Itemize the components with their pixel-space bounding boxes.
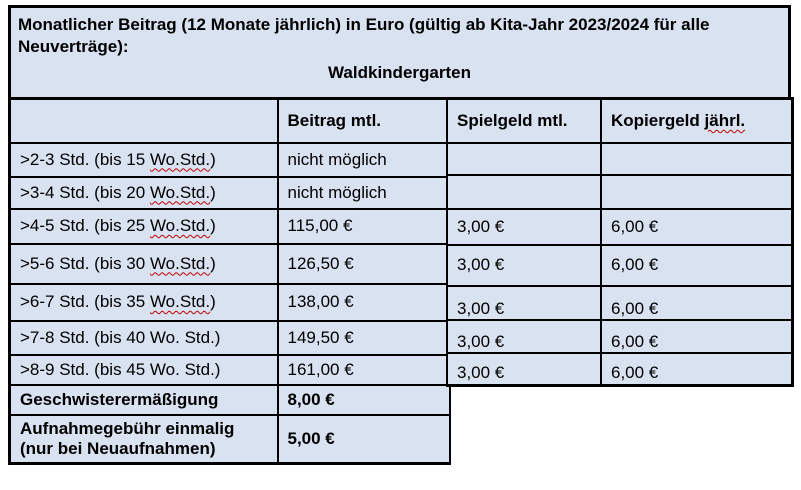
beitrag-cell: 161,00 € bbox=[278, 355, 450, 385]
beitrag-cell: nicht möglich bbox=[278, 143, 450, 177]
row-label: Geschwisterermäßigung bbox=[10, 385, 278, 415]
table-row bbox=[447, 286, 792, 320]
spellcheck-squiggle: Wo.Std. bbox=[149, 292, 211, 311]
table-subtitle: Waldkindergarten bbox=[328, 63, 471, 82]
row-label: Aufnahmegebühr einmalig (nur bei Neuaufnahmen) bbox=[10, 415, 278, 464]
value-cell: 5,00 € bbox=[278, 415, 450, 464]
beitrag-cell: nicht möglich bbox=[278, 177, 450, 209]
row-label: >6-7 Std. (bis 35 Wo.Std.) bbox=[10, 284, 278, 321]
table-row bbox=[447, 353, 792, 386]
spellcheck-squiggle: Wo.Std. bbox=[149, 182, 211, 202]
table-row bbox=[447, 143, 792, 175]
spielgeld-cell bbox=[447, 175, 601, 209]
table-row bbox=[10, 143, 450, 177]
kopiergeld-cell: 6,00 € bbox=[601, 320, 792, 353]
kopiergeld-cell: 6,00 € bbox=[601, 245, 792, 286]
header-spielgeld: Spielgeld mtl. bbox=[447, 99, 601, 143]
header-kopiergeld: Kopiergeld jährl. bbox=[601, 99, 792, 143]
spellcheck-squiggle: Wo.Std. bbox=[149, 216, 211, 235]
table-row bbox=[447, 209, 792, 245]
kopiergeld-cell bbox=[601, 175, 792, 209]
fees-table-right bbox=[446, 97, 794, 387]
value-cell: 8,00 € bbox=[278, 385, 450, 415]
row-label: >8-9 Std. (bis 45 Wo. Std.) bbox=[10, 355, 278, 385]
spellcheck-squiggle: jährl. bbox=[704, 110, 746, 130]
table-row bbox=[10, 177, 450, 209]
table-row bbox=[447, 320, 792, 353]
kopiergeld-cell: 6,00 € bbox=[601, 209, 792, 245]
spielgeld-cell: 3,00 € bbox=[447, 245, 601, 286]
row-label: >4-5 Std. (bis 25 Wo.Std.) bbox=[10, 209, 278, 244]
kopiergeld-cell: 6,00 € bbox=[601, 286, 792, 320]
beitrag-cell: 115,00 € bbox=[278, 209, 450, 244]
beitrag-cell: 126,50 € bbox=[278, 244, 450, 284]
row-label: >3-4 Std. (bis 20 Wo.Std.) bbox=[10, 177, 278, 209]
table-row bbox=[10, 209, 450, 244]
table-row-geschwister bbox=[10, 385, 450, 415]
table-row bbox=[10, 284, 450, 321]
kopiergeld-cell bbox=[601, 143, 792, 175]
table-title-band bbox=[8, 5, 791, 97]
kopiergeld-cell: 6,00 € bbox=[601, 353, 792, 386]
beitrag-cell: 149,50 € bbox=[278, 321, 450, 355]
table-row bbox=[10, 321, 450, 355]
spielgeld-cell: 3,00 € bbox=[447, 286, 601, 320]
table-row bbox=[447, 245, 792, 286]
spellcheck-squiggle: Wo.Std. bbox=[149, 149, 211, 169]
table-row bbox=[447, 175, 792, 209]
spielgeld-cell: 3,00 € bbox=[447, 209, 601, 245]
fees-table-left bbox=[8, 97, 451, 465]
row-label: >5-6 Std. (bis 30 Wo.Std.) bbox=[10, 244, 278, 284]
row-label: >7-8 Std. (bis 40 Wo. Std.) bbox=[10, 321, 278, 355]
table-row-aufnahmegebuehr bbox=[10, 415, 450, 464]
row-label: >2-3 Std. (bis 15 Wo.Std.) bbox=[10, 143, 278, 177]
table-row bbox=[10, 355, 450, 385]
spielgeld-cell bbox=[447, 143, 601, 175]
spellcheck-squiggle: Wo.Std. bbox=[149, 253, 211, 273]
table-row bbox=[10, 244, 450, 284]
table-title: Monatlicher Beitrag (12 Monate jährlich) in Euro (gültig ab Kita-Jahr 2023/2024 für alle Neuverträge): bbox=[18, 15, 710, 56]
header-empty-cell bbox=[10, 99, 278, 143]
spielgeld-cell: 3,00 € bbox=[447, 353, 601, 386]
header-beitrag: Beitrag mtl. bbox=[278, 99, 450, 143]
spielgeld-cell: 3,00 € bbox=[447, 320, 601, 353]
beitrag-cell: 138,00 € bbox=[278, 284, 450, 321]
